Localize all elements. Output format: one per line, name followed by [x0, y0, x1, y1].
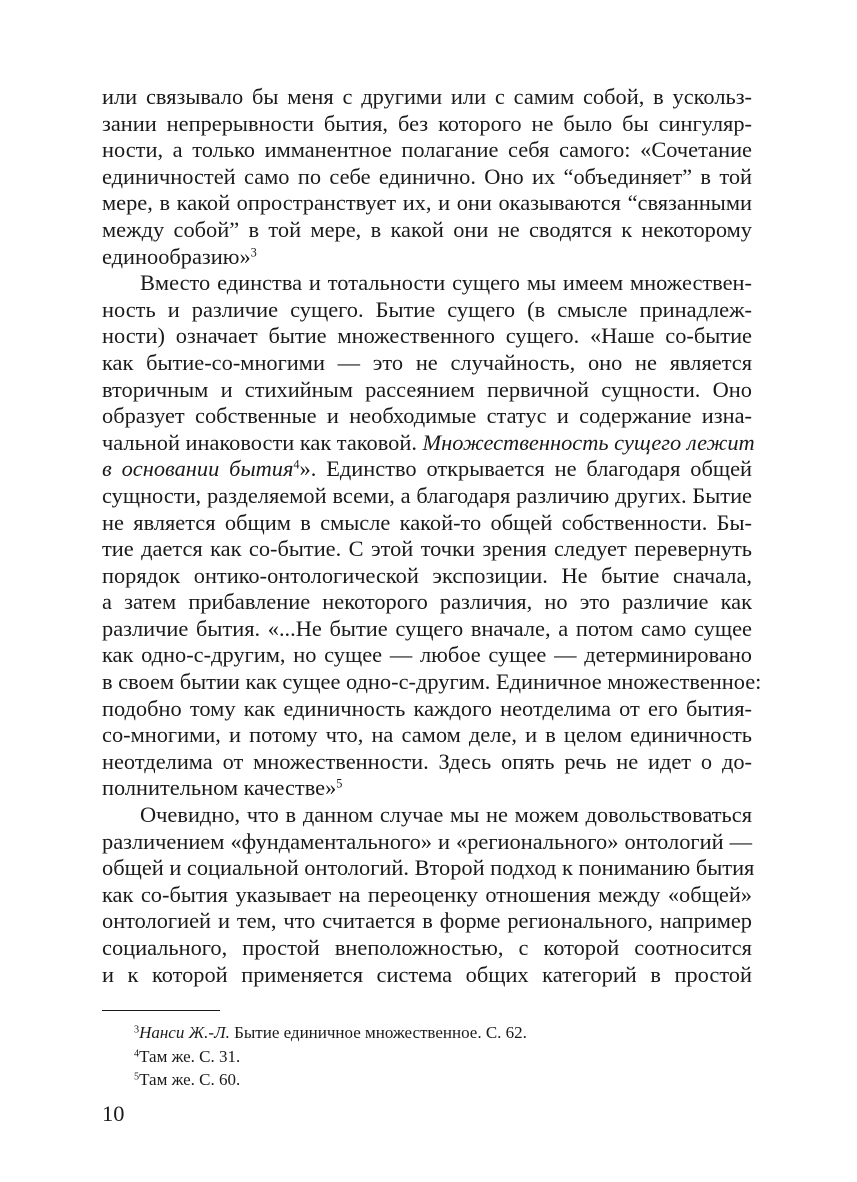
- text-line: не является общим в смысле какой-то общей собственности. Бы-: [102, 509, 752, 535]
- text-line: как одно-с-другим, но сущее — любое сущее — детерминировано: [102, 642, 752, 668]
- footnote-mark: 4: [134, 1047, 140, 1059]
- footnote-mark: 3: [134, 1024, 140, 1036]
- italic-run: в основании бытия: [102, 456, 294, 482]
- text-line: или связывало бы меня с другими или с самим собой, в ускольз-: [102, 84, 752, 109]
- footnote-ref: 3: [250, 245, 257, 260]
- footnote-ref: 5: [336, 777, 343, 792]
- footnote: [134, 1068, 527, 1092]
- text-line: со-многими, и потому что, на самом деле, и в целом единичность: [102, 722, 752, 748]
- text-line: [102, 456, 752, 483]
- text-line: мере, в какой опространствует их, и они оказываются “связанными: [102, 190, 752, 216]
- text-line: образует собственные и необходимые статус и содержание изна-: [102, 403, 752, 429]
- text-line: подобно тому как единичность каждого неотделима от его бытия-: [102, 695, 752, 721]
- text-line: онтологией и тем, что считается в форме регионального, например: [102, 908, 752, 934]
- text-line: между собой” в той мере, в какой они не сводятся к некоторому: [102, 216, 752, 242]
- footnote-text: Бытие единичное множественное. С. 62.: [229, 1023, 527, 1042]
- text-line: [102, 244, 752, 271]
- text-line: и к которой применяется система общих категорий в простой: [102, 961, 752, 987]
- footnote-author: Нанси Ж.-Л.: [139, 1023, 230, 1042]
- footnote: [134, 1045, 527, 1069]
- footnote-ref: 4: [293, 457, 300, 472]
- text-line: как со-бытия указывает на переоценку отношения между «общей»: [102, 881, 752, 907]
- footnote-divider: [102, 1010, 220, 1011]
- text-run: чальной инаковости как таковой.: [102, 429, 423, 455]
- text-line: различие бытия. «...Не бытие сущего вначале, а потом само сущее: [102, 615, 752, 641]
- text-line: неотделима от множественности. Здесь опять речь не идет о до-: [102, 748, 752, 774]
- text-line: общей и социальной онтологий. Второй подход к пониманию бытия: [102, 855, 755, 881]
- text-line: Вместо единства и тотальности сущего мы имеем множествен-: [140, 270, 752, 296]
- text-line: [102, 775, 752, 802]
- text-line: единичностей само по себе единично. Оно их “объединяет” в той: [102, 163, 752, 189]
- text-line: [102, 429, 755, 457]
- quote-end: полнительном качестве»: [102, 775, 337, 801]
- footnote-text: Там же. С. 60.: [139, 1070, 241, 1089]
- text-line: вторичным и стихийным рассеянием первичной сущности. Оно: [102, 376, 752, 402]
- text-line: социального, простой внеположностью, с которой соотносится: [102, 935, 752, 960]
- text-line: а затем прибавление некоторого различия, но это различие как: [102, 589, 752, 615]
- text-line: ности, а только имманентное полагание себя самого: «Сочетание: [102, 137, 752, 163]
- text-line: ность и различие сущего. Бытие сущего (в смысле принадлеж-: [102, 296, 752, 322]
- italic-run: Множественность сущего лежит: [422, 429, 755, 455]
- text-line: различением «фундаментального» и «регионального» онтологий —: [102, 828, 752, 854]
- page-number: 10: [102, 1101, 125, 1126]
- text-line: порядок онтико-онтологической экспозиции. Не бытие сначала,: [102, 562, 752, 588]
- quote-end: единообразию»: [102, 243, 251, 269]
- footnotes: [134, 1021, 527, 1092]
- text-line: зании непрерывности бытия, без которого не было бы сингуляр-: [102, 110, 752, 136]
- text-line: ности) означает бытие множественного сущего. «Наше со-бытие: [102, 323, 752, 349]
- text-run: ». Единство открывается не благодаря общей: [299, 456, 752, 482]
- text-line: Очевидно, что в данном случае мы не можем довольствоваться: [140, 802, 752, 828]
- footnote-text: Там же. С. 31.: [139, 1046, 241, 1066]
- text-line: тие дается как со-бытие. С этой точки зрения следует перевернуть: [102, 536, 752, 562]
- footnote-mark: 5: [134, 1071, 140, 1083]
- text-line: в своем бытии как сущее одно-с-другим. Единичное множественное:: [102, 669, 762, 695]
- footnote: [134, 1021, 527, 1045]
- text-line: как бытие-со-многими — это не случайность, оно не является: [102, 349, 752, 375]
- body-text: [102, 84, 762, 988]
- text-line: сущности, разделяемой всеми, а благодаря различию других. Бытие: [102, 482, 752, 508]
